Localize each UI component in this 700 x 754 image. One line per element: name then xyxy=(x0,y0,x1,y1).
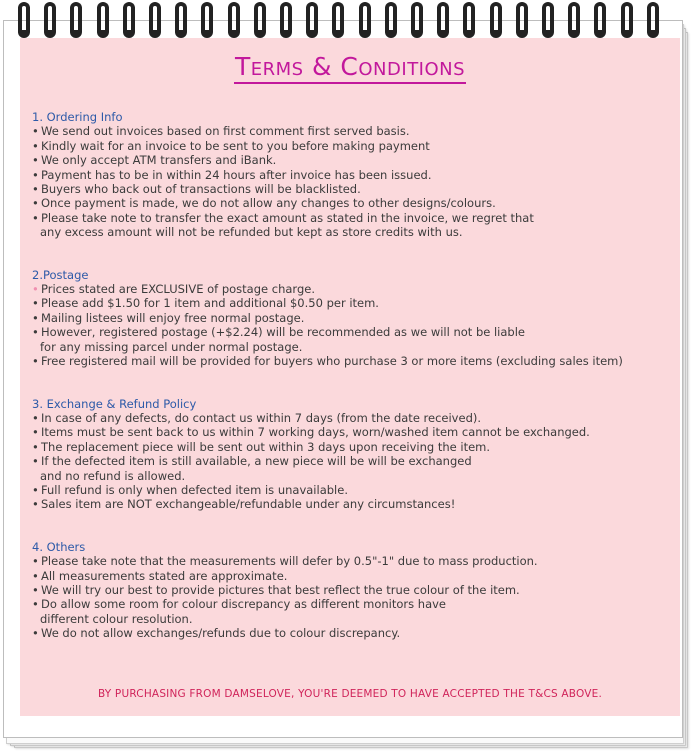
terms-content xyxy=(32,110,672,669)
binder-ring-icon xyxy=(123,2,135,32)
list-item-continuation: any excess amount will not be refunded but kept as store credits with us. xyxy=(40,225,463,240)
binder-ring-icon xyxy=(175,2,187,32)
binder-ring-icon xyxy=(542,2,554,32)
binder-ring-icon xyxy=(201,2,213,32)
binder-ring-icon xyxy=(254,2,266,32)
list-item: • All measurements stated are approximate. xyxy=(32,568,288,583)
binder-rings xyxy=(18,0,678,36)
list-item: • Items must be sent back to us within 7 working days, worn/washed item cannot be exchanged. xyxy=(32,425,590,440)
list-item: • Please take note that the measurements will defer by 0.5"-1" due to mass production. xyxy=(32,554,538,569)
binder-ring-icon xyxy=(621,2,633,32)
binder-ring-icon xyxy=(516,2,528,32)
list-item: • Sales item are NOT exchangeable/refundable under any circumstances! xyxy=(32,497,456,512)
binder-ring-icon xyxy=(18,2,30,32)
section-postage xyxy=(32,268,672,369)
binder-ring-icon xyxy=(437,2,449,32)
binder-ring-icon xyxy=(97,2,109,32)
binder-ring-icon xyxy=(385,2,397,32)
list-item: • We send out invoices based on first comment first served basis. xyxy=(32,124,410,139)
section-heading: 3. Exchange & Refund Policy xyxy=(32,396,197,411)
binder-ring-icon xyxy=(359,2,371,32)
page-title: Terms & Conditions xyxy=(20,52,680,81)
binder-ring-icon xyxy=(490,2,502,32)
list-item: • Buyers who back out of transactions will be blacklisted. xyxy=(32,182,361,197)
list-item: • If the defected item is still available, a new piece will be will be exchanged xyxy=(32,454,472,469)
binder-ring-icon xyxy=(411,2,423,32)
list-item: • Free registered mail will be provided for buyers who purchase 3 or more items (excluding sales item) xyxy=(32,354,623,369)
binder-ring-icon xyxy=(306,2,318,32)
footer-notice: BY PURCHASING FROM DAMSELOVE, YOU'RE DEEMED TO HAVE ACCEPTED THE T&CS ABOVE. xyxy=(97,688,603,700)
binder-ring-icon xyxy=(332,2,344,32)
list-item: • Please add $1.50 for 1 item and additional $0.50 per item. xyxy=(32,296,379,311)
list-item: • Payment has to be in within 24 hours after invoice has been issued. xyxy=(32,167,432,182)
binder-ring-icon xyxy=(70,2,82,32)
list-item: • Kindly wait for an invoice to be sent to you before making payment xyxy=(32,138,430,153)
binder-ring-icon xyxy=(463,2,475,32)
list-item: • Prices stated are EXCLUSIVE of postage charge. xyxy=(32,282,315,297)
binder-ring-icon xyxy=(149,2,161,32)
section-heading: 2.Postage xyxy=(32,267,89,282)
section-heading: 4. Others xyxy=(32,539,86,554)
list-item: • The replacement piece will be sent out within 3 days upon receiving the item. xyxy=(32,439,491,454)
list-item: • However, registered postage (+$2.24) will be recommended as we will not be liable xyxy=(32,325,525,340)
terms-panel xyxy=(20,38,680,716)
section-ordering-info xyxy=(32,110,672,240)
binder-ring-icon xyxy=(647,2,659,32)
list-item: • In case of any defects, do contact us within 7 days (from the date received). xyxy=(32,410,482,425)
list-item-continuation: for any missing parcel under normal postage. xyxy=(40,339,303,354)
list-item: • Full refund is only when defected item is unavailable. xyxy=(32,482,348,497)
list-item: • Mailing listees will enjoy free normal postage. xyxy=(32,310,305,325)
list-item: • We do not allow exchanges/refunds due to colour discrepancy. xyxy=(32,626,401,641)
section-others xyxy=(32,540,672,641)
binder-ring-icon xyxy=(44,2,56,32)
section-exchange-refund xyxy=(32,397,672,512)
list-item: • We will try our best to provide pictures that best reflect the true colour of the item. xyxy=(32,582,520,597)
section-heading: 1. Ordering Info xyxy=(32,110,123,124)
list-item: • Once payment is made, we do not allow any changes to other designs/colours. xyxy=(32,196,496,211)
binder-ring-icon xyxy=(568,2,580,32)
binder-ring-icon xyxy=(280,2,292,32)
binder-ring-icon xyxy=(594,2,606,32)
list-item: • Do allow some room for colour discrepancy as different monitors have xyxy=(32,597,447,612)
list-item: • Please take note to transfer the exact amount as stated in the invoice, we regret that xyxy=(32,210,534,225)
list-item: • We only accept ATM transfers and iBank. xyxy=(32,153,277,168)
list-item-continuation: and no refund is allowed. xyxy=(40,468,186,483)
binder-ring-icon xyxy=(228,2,240,32)
list-item-continuation: different colour resolution. xyxy=(40,611,193,626)
